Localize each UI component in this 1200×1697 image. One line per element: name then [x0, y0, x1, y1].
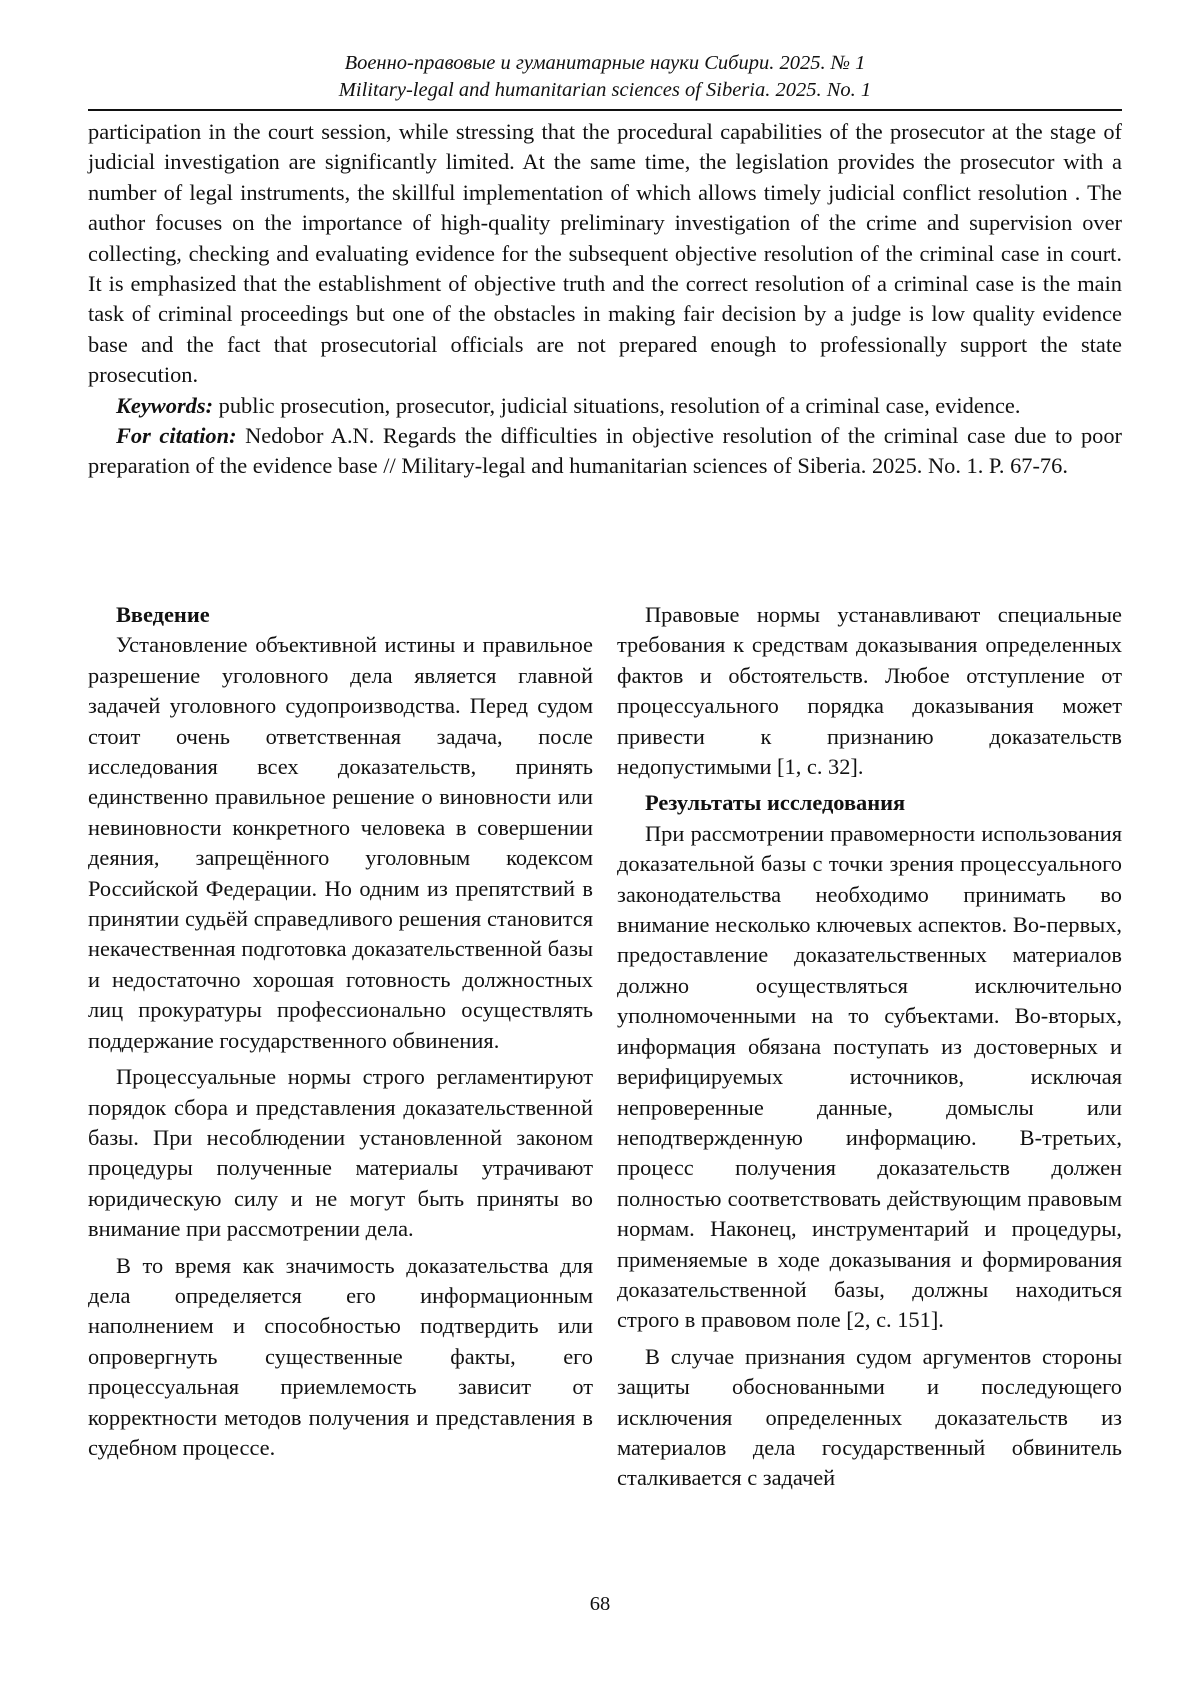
header-divider: [88, 109, 1122, 111]
paragraph: Установление объективной истины и правильное разрешение уголовного дела является главной задачей уголовного судопроизводства. Перед судом стоит очень ответственная задача, после исследования всех доказательств, принять единственно правильное решение о виновности или невиновности конкретного человека в совершении деяния, запрещённого уголовным кодексом Российской Федерации. Но одним из препятствий в принятии судьёй справедливого решения становится некачественная подготовка доказательственной базы и недостаточно хорошая готовность должностных лиц прокуратуры профессионально осуществлять поддержание государственного обвинения.: [88, 632, 593, 1053]
page-number: 68: [589, 1593, 611, 1615]
abstract-block: [88, 117, 1122, 482]
header-title-ru: Военно-правовые и гуманитарные науки Сибири. 2025. № 1: [344, 52, 866, 74]
paragraph: В случае признания судом аргументов стороны защиты обоснованными и последующего исключения определенных доказательств из материалов дела государственный обвинитель сталкивается с задачей: [617, 1343, 1122, 1491]
keywords-text: public prosecution, prosecutor, judicial situations, resolution of a criminal case, evidence.: [213, 392, 1021, 418]
citation-label: For citation:: [116, 423, 237, 449]
section-heading-results: Результаты исследования: [645, 790, 906, 816]
citation-line: [88, 421, 1122, 482]
right-column: [617, 600, 1122, 1500]
citation-text: Nedobor A.N. Regards the difficulties in objective resolution of the criminal case due to poor preparation of the evidence base // Military-legal and humanitarian sciences of Siberia. 2025. No. 1. P. 67-76.: [88, 423, 1123, 479]
left-column: [88, 600, 593, 1469]
paragraph: При рассмотрении правомерности использования доказательной базы с точки зрения процессуального законодательства необходимо принимать во внимание несколько ключевых аспектов. Во-первых, предоставление доказательственных материалов должно осуществляться исключительно уполномоченными на то субъектами. Во-вторых, информация обязана поступать из достоверных и верифицируемых источников, исключая непроверенные данные, домыслы или неподтвержденную информацию. В-третьих, процесс получения доказательств должен полностью соответствовать действующим правовым нормам. Наконец, инструментарий и процедуры, применяемые в ходе доказывания и формирования доказательственной базы, должны находиться строго в правовом поле [2, с. 151].: [617, 820, 1122, 1333]
keywords-label: Keywords:: [116, 392, 214, 418]
running-header: [88, 50, 1122, 104]
abstract-text: participation in the court session, while stressing that the procedural capabilities of the prosecutor at the stage of judicial investigation are significantly limited. At the same time, the legislation provides the prosecutor with a number of legal instruments, the skillful implementation of which allows timely judicial conflict resolution . The author focuses on the importance of high-quality preliminary investigation of the crime and supervision over collecting, checking and evaluating evidence for the subsequent objective resolution of the criminal case in court. It is emphasized that the establishment of objective truth and the correct resolution of a criminal case is the main task of criminal proceedings but one of the obstacles in making fair decision by a judge is low quality evidence base and the fact that prosecutorial officials are not prepared enough to professionally support the state prosecution.: [88, 119, 1122, 388]
keywords-line: [88, 391, 1122, 421]
paragraph: Правовые нормы устанавливают специальные требования к средствам доказывания определенных фактов и обстоятельств. Любое отступление от процессуального порядка доказывания может привести к признанию доказательств недопустимыми [1, с. 32].: [617, 602, 1122, 780]
paragraph: Процессуальные нормы строго регламентируют порядок сбора и представления доказательственной базы. При несоблюдении установленной законом процедуры полученные материалы утрачивают юридическую силу и не могут быть приняты во внимание при рассмотрении дела.: [88, 1064, 593, 1242]
section-heading-introduction: Введение: [116, 602, 210, 627]
header-title-en: Military-legal and humanitarian sciences of Siberia. 2025. No. 1: [338, 79, 872, 101]
paragraph: В то время как значимость доказательства для дела определяется его информационным наполнением и способностью подтвердить или опровергнуть существенные факты, его процессуальная приемлемость зависит от корректности методов получения и представления в судебном процессе.: [88, 1252, 593, 1460]
